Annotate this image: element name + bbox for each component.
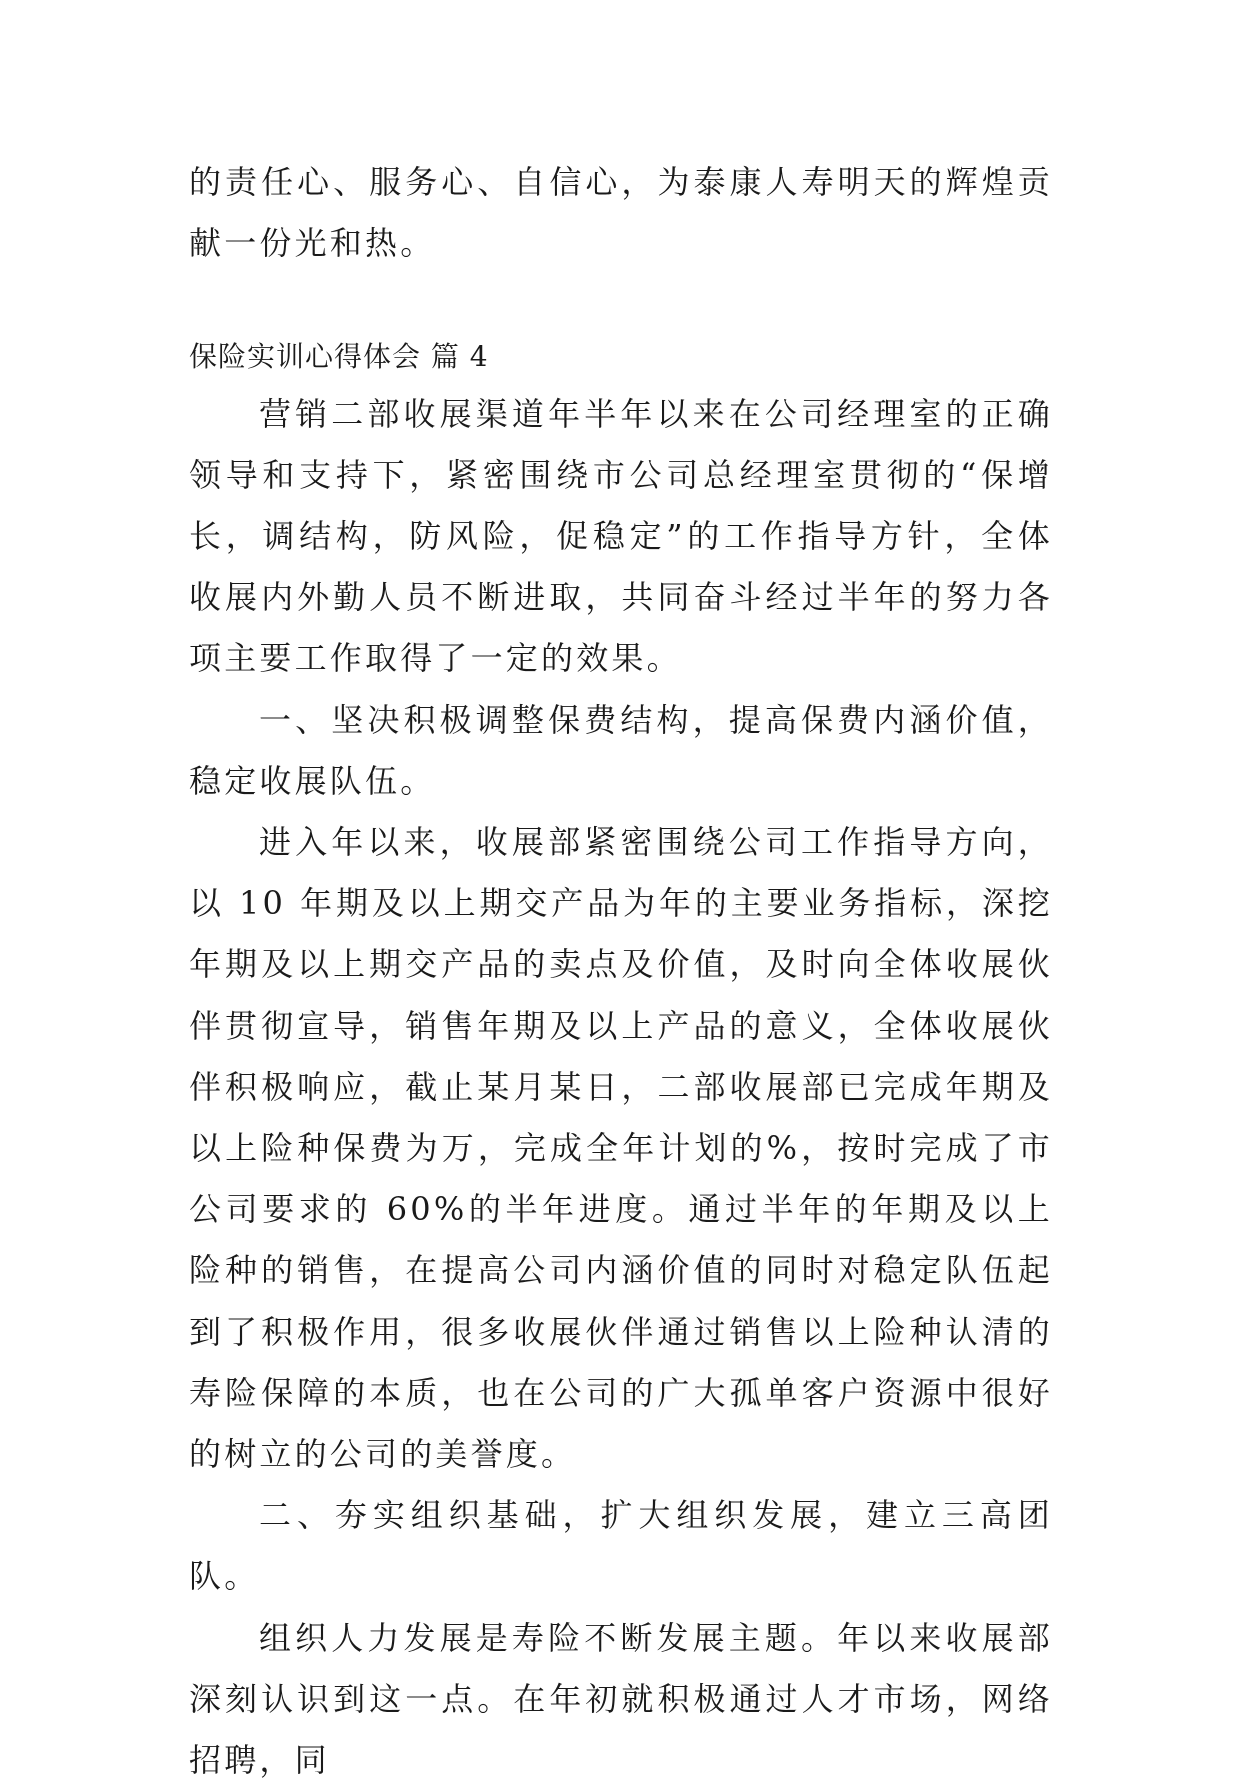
continuation-paragraph: 的责任心、服务心、自信心，为泰康人寿明天的辉煌贡献一份光和热。 <box>189 163 1053 263</box>
body-paragraph: 营销二部收展渠道年半年以来在公司经理室的正确领导和支持下，紧密围绕市公司总经理室贯彻的“保增长，调结构，防风险，促稳定”的工作指导方针，全体收展内外勤人员不断进取，共同奋斗经过半年的努力各项主要工作取得了一定的效果。 <box>189 394 1053 678</box>
body-paragraph: 组织人力发展是寿险不断发展主题。年以来收展部深刻认识到这一点。在年初就积极通过人才市场，网络招聘，同 <box>189 1618 1053 1780</box>
body-paragraph: 进入年以来，收展部紧密围绕公司工作指导方向，以 10 年期及以上期交产品为年的主要业务指标，深挖年期及以上期交产品的卖点及价值，及时向全体收展伙伴贯彻宣导，销售年期及以上产品的意义，全体收展伙伴积极响应，截止某月某日，二部收展部已完成年期及以上险种保费为万，完成全年计划的%，按时完成了市公司要求的 60%的半年进度。通过半年的年期及以上险种的销售，在提高公司内涵价值的同时对稳定队伍起到了积极作用，很多收展伙伴通过销售以上险种认清的寿险保障的本质，也在公司的广大孤单客户资源中很好的树立的公司的美誉度。 <box>189 823 1053 1474</box>
document-page <box>189 152 1053 1791</box>
section-heading-one: 一、坚决积极调整保费结构，提高保费内涵价值，稳定收展队伍。 <box>189 700 1053 800</box>
section-heading-two: 二、夯实组织基础，扩大组织发展，建立三高团队。 <box>189 1496 1053 1596</box>
section-title: 保险实训心得体会 篇 4 <box>189 340 489 374</box>
